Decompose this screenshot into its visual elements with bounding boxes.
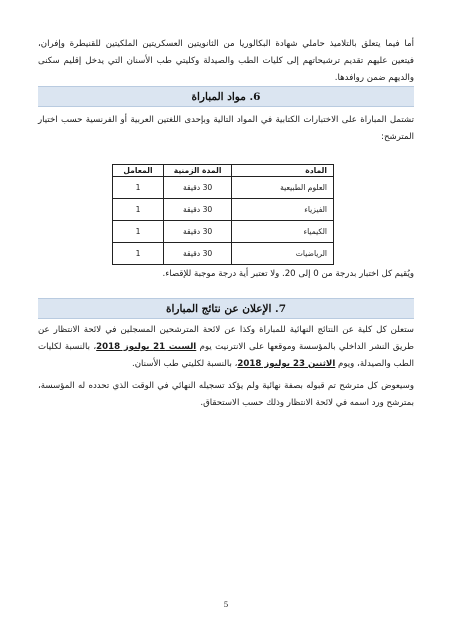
intro-text: أما فيما يتعلق بالتلاميذ حاملي شهادة البكالوريا من الثانويتين العسكريتين الملكيتين للقنيطرة وإفران، فيتعين عليهم تقديم ترشيحاتهم إلى كليات الطب والصيدلة وكليتي طب الأسنان التي يدخل إقليم سكنى والديهم ضمن روافدها.	[38, 39, 414, 83]
header-duration: المدة الزمنية	[163, 165, 231, 177]
cell-subject: الرياضيات	[232, 243, 334, 265]
results-date-medicine: السبت 21 يوليوز 2018	[96, 342, 197, 352]
table-row	[113, 221, 334, 243]
cell-duration: 30 دقيقة	[163, 221, 231, 243]
section-6-heading	[38, 86, 414, 107]
subjects-table	[112, 164, 334, 265]
table-row	[113, 243, 334, 265]
grading-paragraph	[38, 266, 414, 283]
table-row	[113, 177, 334, 199]
results-text-c: ، بالنسبة لكليتي طب الأسنان.	[132, 359, 238, 369]
cell-subject: الكيمياء	[232, 221, 334, 243]
cell-duration: 30 دقيقة	[163, 177, 231, 199]
cell-duration: 30 دقيقة	[163, 243, 231, 265]
cell-subject: العلوم الطبيعية	[232, 177, 334, 199]
header-subject: المادة	[232, 165, 334, 177]
section-7-heading	[38, 298, 414, 319]
section-6-title: 6. مواد المباراة	[191, 90, 261, 103]
intro-paragraph	[38, 36, 414, 87]
grading-text: ويُقيم كل اختبار بدرجة من 0 إلى 20. ولا تعتبر أية درجة موجبة للإقصاء.	[162, 269, 414, 279]
cell-coefficient: 1	[113, 243, 164, 265]
cell-subject: الفيزياء	[232, 199, 334, 221]
section-7-paragraph-2	[38, 378, 414, 412]
results-date-dentistry: الاثنين 23 يوليوز 2018	[237, 359, 336, 369]
section-6-text: تشتمل المباراة على الاختبارات الكتابية في المواد التالية وبإحدى اللغتين العربية أو الفرنسية حسب اختيار المترشح:	[38, 115, 414, 142]
section-7-text-2: وسيعوض كل مترشح تم قبوله بصفة نهائية ولم يؤكد تسجيله النهائي في الوقت الذي تحدده له المؤسسة، بمترشح ورد اسمه في لائحة الانتظار وذلك حسب الاستحقاق.	[38, 381, 414, 408]
results-text-b: ، بالنسبة لكليات الطب والصيدلة، ويوم	[38, 342, 414, 369]
section-7-paragraph-1	[38, 322, 414, 373]
header-coefficient: المعامل	[113, 165, 164, 177]
section-7-text-1	[38, 322, 414, 373]
page-number: 5	[223, 600, 229, 609]
cell-coefficient: 1	[113, 177, 164, 199]
section-7-title: 7. الإعلان عن نتائج المباراة	[165, 302, 287, 315]
cell-duration: 30 دقيقة	[163, 199, 231, 221]
section-6-paragraph	[38, 112, 414, 146]
table-header-row	[113, 165, 334, 177]
table-row	[113, 199, 334, 221]
cell-coefficient: 1	[113, 221, 164, 243]
cell-coefficient: 1	[113, 199, 164, 221]
results-text-a: ستعلن كل كلية عن النتائج النهائية للمباراة وكذا عن لائحة المترشحين المسجلين في لائحة الانتظار عن طريق النشر الداخلي بالمؤسسة وموقعها على الانترنيت يوم	[38, 325, 415, 352]
